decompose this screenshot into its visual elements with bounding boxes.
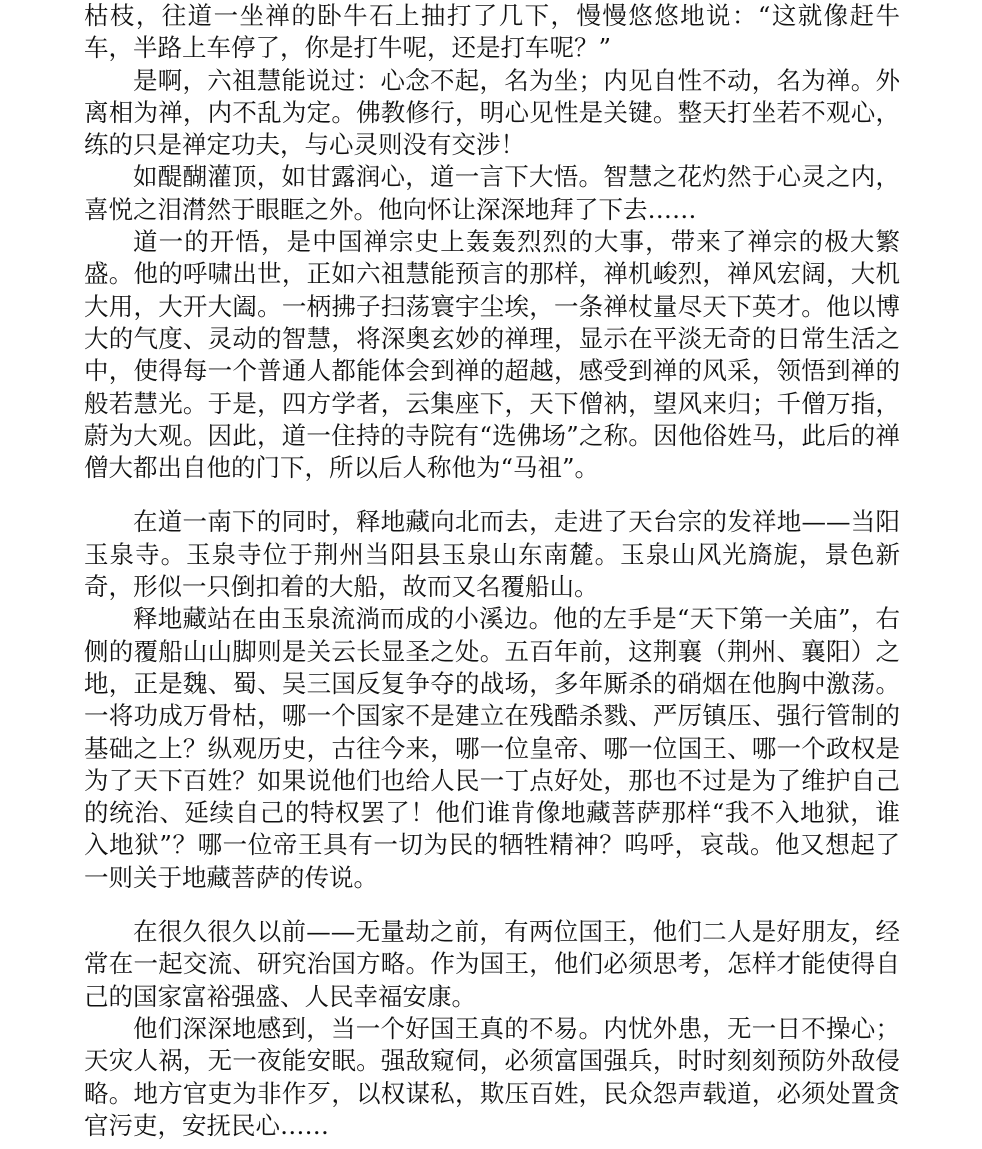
document-page <box>84 0 900 1142</box>
paragraph-1: 枯枝，往道一坐禅的卧牛石上抽打了几下，慢慢悠悠地说：“这就像赶牛车，半路上车停了，你是打牛呢，还是打车呢？” <box>84 1 900 63</box>
paragraph-8: 他们深深地感到，当一个好国王真的不易。内忧外患，无一日不操心；天灾人祸，无一夜能安眠。强敌窥伺，必须富国强兵，时时刻刻预防外敌侵略。地方官吏为非作歹，以权谋私，欺压百姓，民众怨声载道，必须处置贪官污吏，安抚民心…… <box>84 1013 900 1140</box>
paragraph-3: 如醍醐灌顶，如甘露润心，道一言下大悟。智慧之花灼然于心灵之内，喜悦之泪潸然于眼眶之外。他向怀让深深地拜了下去…… <box>84 162 900 224</box>
section-gap <box>84 484 900 506</box>
section-gap <box>84 894 900 916</box>
paragraph-5: 在道一南下的同时，释地藏向北而去，走进了天台宗的发祥地——当阳玉泉寺。玉泉寺位于荆州当阳县玉泉山东南麓。玉泉山风光旖旎，景色新奇，形似一只倒扣着的大船，故而又名覆船山。 <box>84 507 900 602</box>
paragraph-4: 道一的开悟，是中国禅宗史上轰轰烈烈的大事，带来了禅宗的极大繁盛。他的呼啸出世，正如六祖慧能预言的那样，禅机峻烈，禅风宏阔，大机大用，大开大阖。一柄拂子扫荡寰宇尘埃，一条禅杖量尽天下英才。他以博大的气度、灵动的智慧，将深奥玄妙的禅理，显示在平淡无奇的日常生活之中，使得每一个普通人都能体会到禅的超越，感受到禅的风采，领悟到禅的般若慧光。于是，四方学者，云集座下，天下僧衲，望风来归；千僧万指，蔚为大观。因此，道一住持的寺院有“选佛场”之称。因他俗姓马，此后的禅僧大都出自他的门下，所以后人称他为“马祖”。 <box>84 227 900 483</box>
paragraph-7: 在很久很久以前——无量劫之前，有两位国王，他们二人是好朋友，经常在一起交流、研究治国方略。作为国王，他们必须思考，怎样才能使得自己的国家富裕强盛、人民幸福安康。 <box>84 917 900 1011</box>
paragraph-6: 释地藏站在由玉泉流淌而成的小溪边。他的左手是“天下第一关庙”，右侧的覆船山山脚则是关云长显圣之处。五百年前，这荆襄（荆州、襄阳）之地，正是魏、蜀、吴三国反复争夺的战场，多年厮杀的硝烟在他胸中激荡。一将功成万骨枯，哪一个国家不是建立在残酷杀戮、严厉镇压、强行管制的基础之上？纵观历史，古往今来，哪一位皇帝、哪一位国王、哪一个政权是为了天下百姓？如果说他们也给人民一丁点好处，那也不过是为了维护自己的统治、延续自己的特权罢了！他们谁肯像地藏菩萨那样“我不入地狱，谁入地狱”？哪一位帝王具有一切为民的牺牲精神？呜呼，哀哉。他又想起了一则关于地藏菩萨的传说。 <box>84 604 900 892</box>
paragraph-2: 是啊，六祖慧能说过：心念不起，名为坐；内见自性不动，名为禅。外离相为禅，内不乱为定。佛教修行，明心见性是关键。整天打坐若不观心，练的只是禅定功夫，与心灵则没有交涉！ <box>84 65 900 160</box>
